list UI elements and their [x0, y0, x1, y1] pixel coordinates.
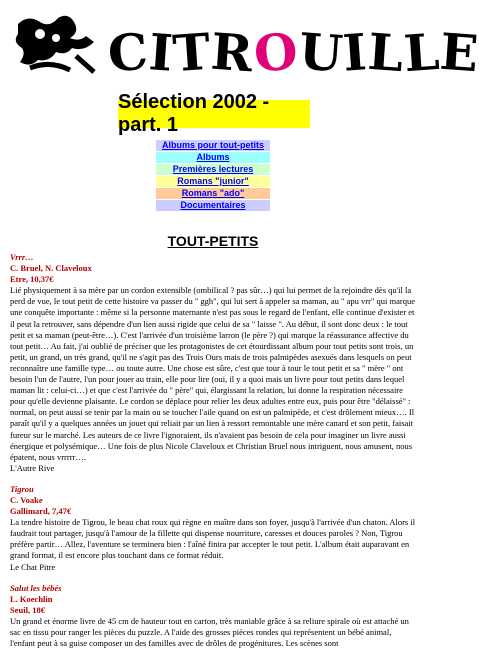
menu-link[interactable]: Premières lectures: [156, 164, 270, 175]
site-header: [0, 0, 481, 84]
review-entry: [10, 583, 418, 650]
book-title: Vrrr…: [10, 252, 34, 262]
logo-letter: I: [146, 22, 176, 83]
logo-letter: R: [209, 21, 257, 84]
book-title: Tigrou: [10, 483, 34, 494]
logo-letter: U: [296, 21, 346, 84]
logo-wordmark: [105, 18, 481, 84]
logo-letter: I: [341, 22, 370, 83]
book-title: Salut les bébés: [10, 582, 62, 593]
category-menu: [156, 140, 270, 211]
logo-letter: L: [401, 21, 442, 84]
review-text: Lié physiquement à sa mère par un cordon extensible (ombilical ? pas sûr…) qui lui permet de la rejoindre dès qu'il la perd de vue, le tout petit de cette histoire va passer du " ggh", qui lui sert à appeler sa maman, au " apu vrr" qui marque une conquête importante : même si la personne maternante n'est pas sous le regard de l'enfant, elle continue d'exister et il peut la retrouver, sans dépendre d'un lien aussi rigide que celui de sa " laisse ". Au début, il sont donc deux : le tout petit et sa maman (peut-être…). C'est l'arrivée d'un troisième larron (le père ?) qui marque la réassurance affective du tout petit… Au fait, j'ai oublié de préciser que les protagonistes de cet étourdissant album pour tout petits sont trois, un petit, un grand, un très grand, qu'il ne s'agit pas des Trois Ours mais de trois palmipèdes asexués dans lesquels on peut reconnaître une famille type… ou toute autre. Une chose est sûre, c'est que tour à tour le tout petit et sa " mère " ont besoin l'un de l'autre, l'un pour jouer au train, elle pour lire (oui, il y a quoi mais un livre pour tout petits dans lequel maman lit : celui-ci…) et que c'est l'arrivée du " père" qui, élargissant la relation, lui donne la respiration nécessaire pour qu'elle devienne plaisante. Le cordon se déplace pour relier les deux adultes entre eux, puis pour être "délaissé" : normal, on peut aussi se tenir par la main ou se toucher l'aile quand on est un palmipède, et c'est drôlement mieux…. Il paraît qu'il y a quelques années un jouet qui reliait par un lien à ressort remontable une mère canard et son petit, faisait fureur sur le marché. Les auteurs de ce livre l'ignoraient, ils n'avaient pas besoin de cela pour imaginer un livre aussi énergique et polysémique… Une fois de plus Nicole Claveloux et Christian Bruel nous intriguent, nous amusent, nous épatent, nous vrrrrr….: [10, 285, 415, 462]
logo-letter: T: [171, 21, 214, 84]
review-text: La tendre histoire de Tigrou, le beau chat roux qui règne en maître dans son foyer, jusqu'à l'arrivée d'un chaton. Alors il faudrait tout partager, jusqu'à l'amour de la fillette qui dispense nourriture, caresses et douces paroles ? Non, Tigrou préfère partir… Allez, l'aventure se terminera bien : l'aîné finira par accepter le tout petit. L'album était auparavant en grand format, il est encore plus touchant dans ce format réduit.: [10, 517, 416, 561]
menu-link[interactable]: Romans "junior": [156, 176, 270, 187]
reviews-list: [10, 252, 418, 659]
menu-link[interactable]: Albums pour tout-petits: [156, 140, 270, 151]
logo-letter: O: [251, 21, 301, 84]
logo-letter: L: [365, 21, 406, 84]
section-title: TOUT-PETITS: [167, 233, 259, 249]
book-author: C. Bruel, N. Claveloux: [10, 263, 92, 274]
logo-letter: E: [437, 21, 481, 84]
logo-figure-icon: [10, 12, 100, 74]
page-title: Sélection 2002 - part. 1: [118, 100, 310, 128]
logo-letter: C: [105, 21, 151, 84]
reviewer-name: Le Chat Pitre: [10, 561, 56, 572]
review-text: Un grand et énorme livre de 45 cm de hauteur tout en carton, très maniable grâce à sa reliure spirale où est attaché un sac en tissu pour ranger les pièces du puzzle. A l'aide des grosses pièces rondes qui représentent un bébé animal, l'enfant peut à sa guise composer un des familles avec de drôles de progénitures. Les scènes sont: [10, 615, 409, 649]
book-author: C. Voake: [10, 494, 43, 505]
reviewer-name: L'Autre Rive: [10, 462, 55, 473]
book-author: L. Koechlin: [10, 593, 53, 604]
book-publisher: Etre, 10,37€: [10, 274, 54, 285]
review-entry: [10, 252, 418, 474]
review-entry: [10, 484, 418, 573]
menu-link[interactable]: Albums: [156, 152, 270, 163]
menu-link[interactable]: Documentaires: [156, 200, 270, 211]
book-publisher: Gallimard, 7,47€: [10, 506, 72, 517]
menu-link[interactable]: Romans "ado": [156, 188, 270, 199]
book-publisher: Seuil, 18€: [10, 604, 45, 615]
